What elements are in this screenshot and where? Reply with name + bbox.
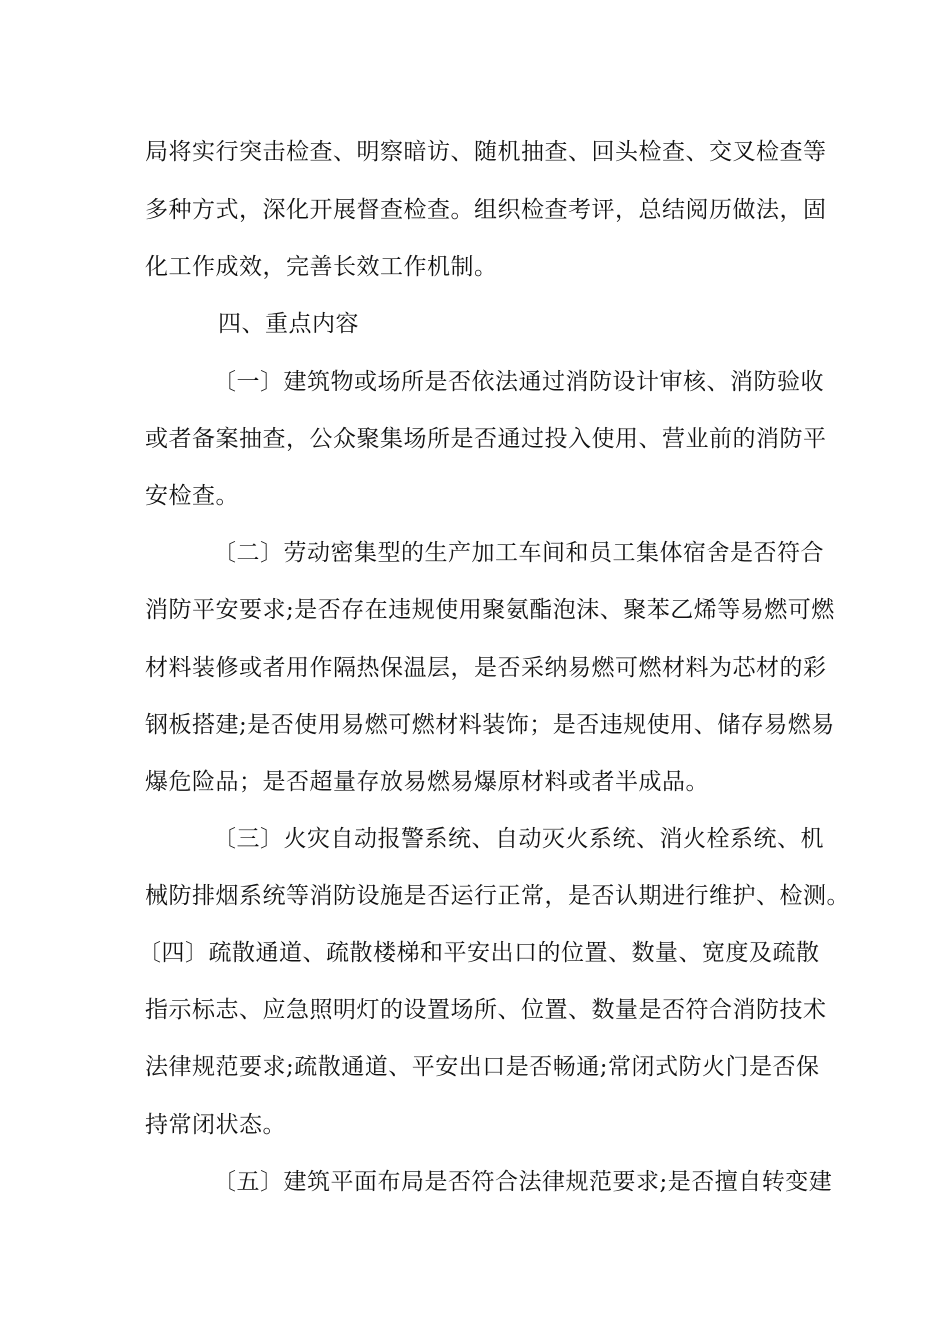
paragraph-line: 〔五〕建筑平面布局是否符合法律规范要求;是否擅自转变建 <box>213 1169 833 1195</box>
paragraph-line: 局将实行突击检查、明察暗访、随机抽查、回头检查、交叉检查等 <box>145 139 827 165</box>
paragraph-line: 〔二〕劳动密集型的生产加工车间和员工集体宿舍是否符合 <box>213 540 824 566</box>
paragraph-line: 〔一〕建筑物或场所是否依法通过消防设计审核、消防验收 <box>213 369 824 395</box>
paragraph-line: 械防排烟系统等消防设施是否运行正常，是否认期进行维护、检测。 <box>145 883 850 909</box>
paragraph-line: 爆危险品；是否超量存放易燃易爆原材料或者半成品。 <box>145 769 709 795</box>
paragraph-line: 材料装修或者用作隔热保温层，是否采纳易燃可燃材料为芯材的彩 <box>145 655 827 681</box>
paragraph-line: 钢板搭建;是否使用易燃可燃材料装饰；是否违规使用、储存易燃易 <box>145 712 835 738</box>
paragraph-line: 或者备案抽查，公众聚集场所是否通过投入使用、营业前的消防平 <box>145 426 827 452</box>
paragraph-line: 消防平安要求;是否存在违规使用聚氨酯泡沫、聚苯乙烯等易燃可燃 <box>145 597 835 623</box>
paragraph-line: 指示标志、应急照明灯的设置场所、位置、数量是否符合消防技术 <box>145 997 827 1023</box>
paragraph-line: 持常闭状态。 <box>145 1112 286 1138</box>
paragraph-line: 〔四〕疏散通道、疏散楼梯和平安出口的位置、数量、宽度及疏散 <box>138 940 820 966</box>
paragraph-line: 多种方式，深化开展督查检查。组织检查考评，总结阅历做法，固 <box>145 197 827 223</box>
paragraph-line: 化工作成效，完善长效工作机制。 <box>145 254 498 280</box>
paragraph-line: 安检查。 <box>145 483 239 509</box>
section-heading: 四、重点内容 <box>218 311 359 337</box>
paragraph-line: 〔三〕火灾自动报警系统、自动灭火系统、消火栓系统、机 <box>213 826 824 852</box>
paragraph-line: 法律规范要求;疏散通道、平安出口是否畅通;常闭式防火门是否保 <box>145 1054 820 1080</box>
